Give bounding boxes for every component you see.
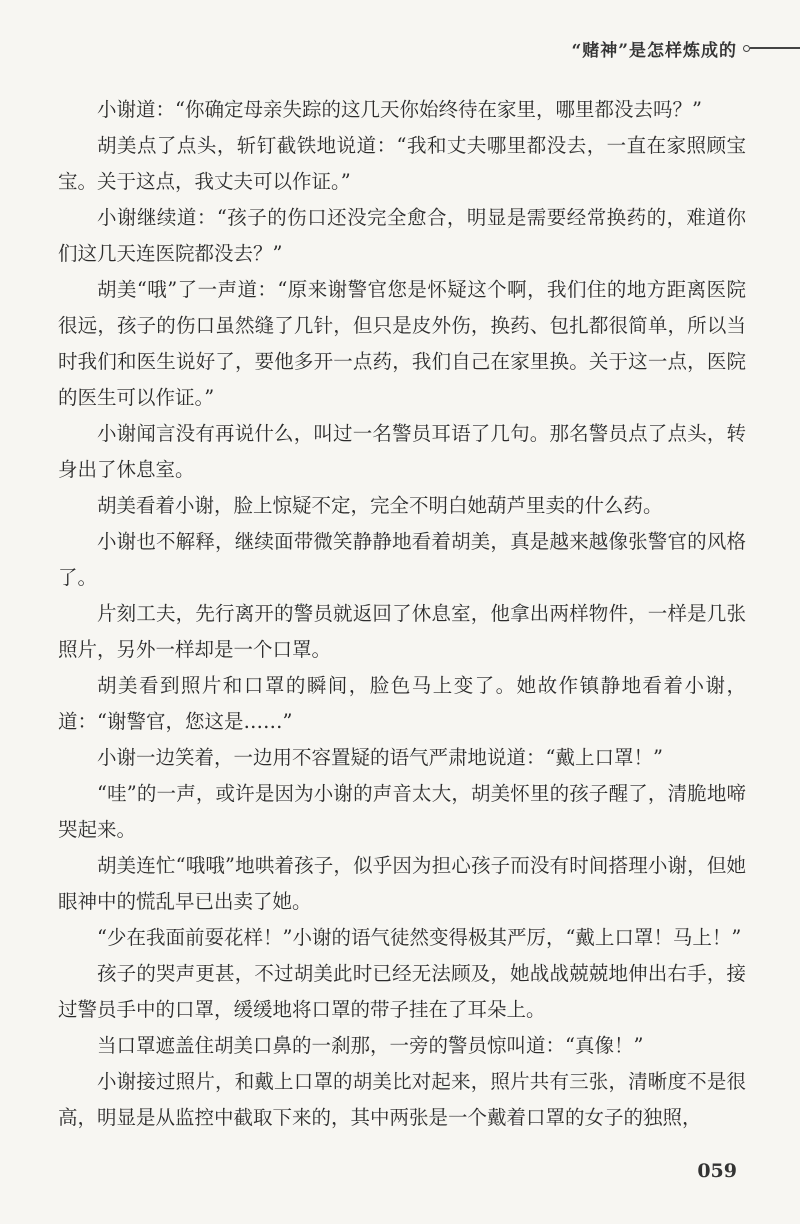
paragraph: 胡美“哦”了一声道：“原来谢警官您是怀疑这个啊，我们住的地方距离医院很远，孩子的伤口虽然缝了几针，但只是皮外伤，换药、包扎都很简单，所以当时我们和医生说好了，要他多开一点药，我们自己在家里换。关于这一点，医院的医生可以作证。” xyxy=(58,278,746,409)
body-text xyxy=(58,92,746,1136)
running-header xyxy=(571,30,800,66)
paragraph: “少在我面前耍花样！”小谢的语气徒然变得极其严厉，“戴上口罩！马上！” xyxy=(97,926,742,949)
paragraph: 小谢闻言没有再说什么，叫过一名警员耳语了几句。那名警员点了点头，转身出了休息室。 xyxy=(58,422,746,481)
paragraph: 胡美点了点头，斩钉截铁地说道：“我和丈夫哪里都没去，一直在家照顾宝宝。关于这点，我丈夫可以作证。” xyxy=(58,134,746,193)
page-number: 059 xyxy=(697,1160,737,1182)
paragraph: “哇”的一声，或许是因为小谢的声音太大，胡美怀里的孩子醒了，清脆地啼哭起来。 xyxy=(58,782,746,841)
paragraph: 胡美看着小谢，脸上惊疑不定，完全不明白她葫芦里卖的什么药。 xyxy=(97,494,663,517)
paragraph: 胡美连忙“哦哦”地哄着孩子，似乎因为担心孩子而没有时间搭理小谢，但她眼神中的慌乱早已出卖了她。 xyxy=(58,854,746,913)
paragraph: 小谢接过照片，和戴上口罩的胡美比对起来，照片共有三张，清晰度不是很高，明显是从监控中截取下来的，其中两张是一个戴着口罩的女子的独照， xyxy=(58,1070,746,1129)
header-rule xyxy=(750,47,800,49)
paragraph: 小谢也不解释，继续面带微笑静静地看着胡美，真是越来越像张警官的风格了。 xyxy=(58,530,746,589)
paragraph: 孩子的哭声更甚，不过胡美此时已经无法顾及，她战战兢兢地伸出右手，接过警员手中的口罩，缓缓地将口罩的带子挂在了耳朵上。 xyxy=(58,962,746,1021)
paragraph: 小谢一边笑着，一边用不容置疑的语气严肃地说道：“戴上口罩！” xyxy=(97,746,663,769)
header-ornament-circle-icon xyxy=(743,45,750,52)
chapter-title: “赌神”是怎样炼成的 xyxy=(571,40,737,61)
paragraph: 小谢继续道：“孩子的伤口还没完全愈合，明显是需要经常换药的，难道你们这几天连医院都没去？” xyxy=(58,206,746,265)
paragraph: 当口罩遮盖住胡美口鼻的一刹那，一旁的警员惊叫道：“真像！” xyxy=(97,1034,644,1057)
paragraph: 片刻工夫，先行离开的警员就返回了休息室，他拿出两样物件，一样是几张照片，另外一样却是一个口罩。 xyxy=(58,602,746,661)
paragraph: 小谢道：“你确定母亲失踪的这几天你始终待在家里，哪里都没去吗？” xyxy=(97,98,702,121)
paragraph: 胡美看到照片和口罩的瞬间，脸色马上变了。她故作镇静地看着小谢，道：“谢警官，您这是……” xyxy=(58,674,746,733)
